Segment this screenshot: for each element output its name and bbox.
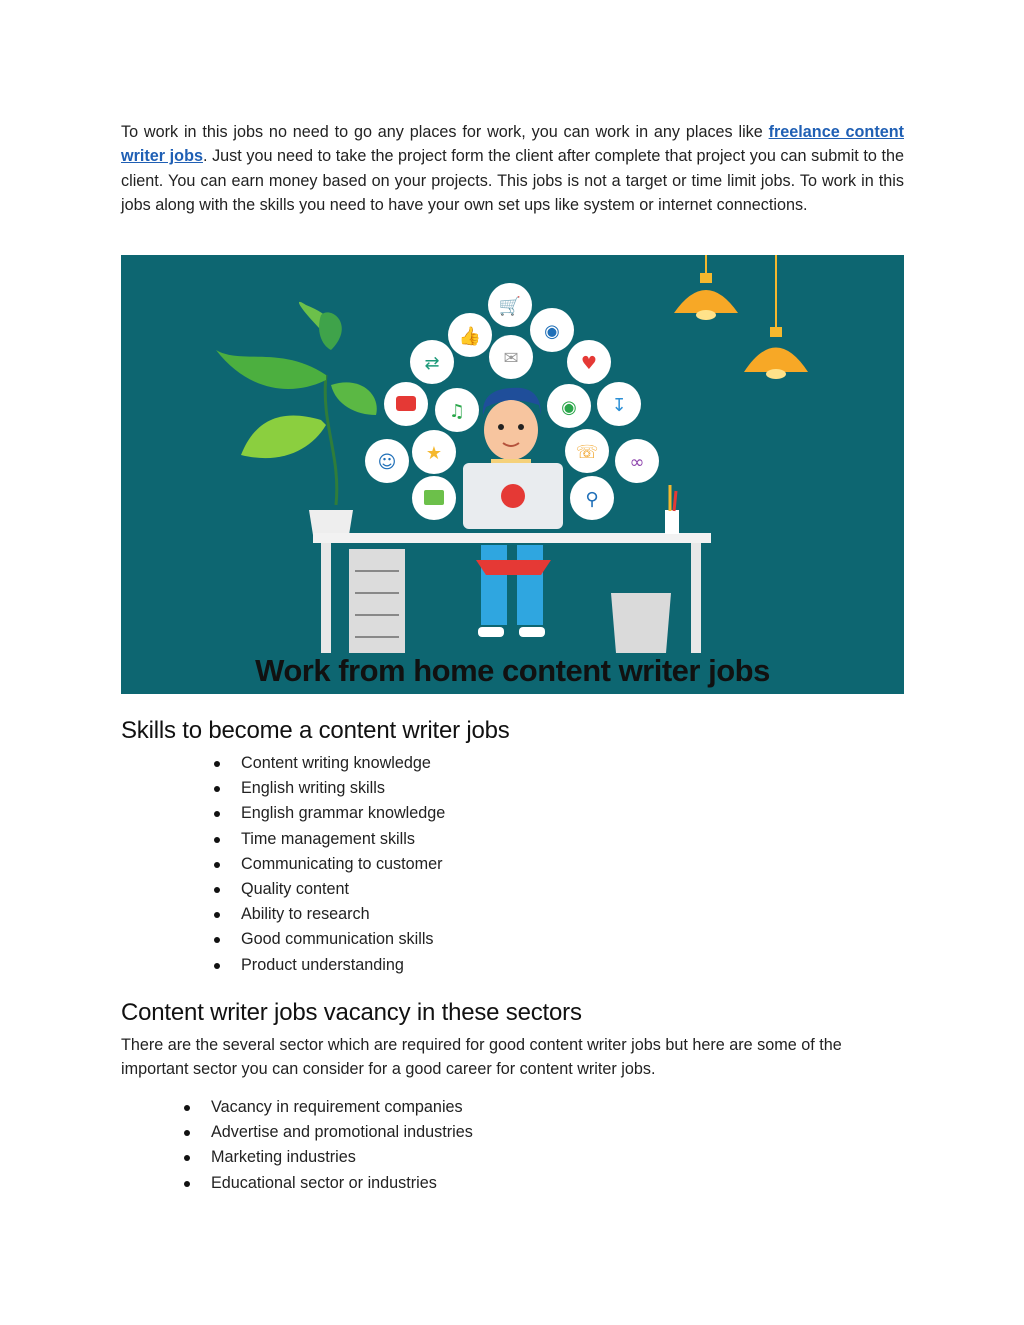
bullet-icon — [214, 811, 220, 817]
svg-text:☏: ☏ — [575, 442, 599, 463]
svg-text:∞: ∞ — [629, 452, 645, 473]
svg-text:☺: ☺ — [377, 452, 397, 473]
svg-text:↧: ↧ — [611, 395, 627, 416]
svg-text:⇄: ⇄ — [424, 353, 440, 374]
svg-text:♫: ♫ — [448, 401, 466, 422]
bullet-icon — [184, 1105, 190, 1111]
pendant-lamp-left — [674, 255, 738, 320]
hero-illustration — [121, 255, 904, 694]
sectors-list — [211, 1095, 473, 1196]
bullet-icon — [184, 1181, 190, 1187]
plant-illustration — [216, 302, 377, 535]
svg-text:⚲: ⚲ — [585, 489, 599, 510]
bullet-icon — [214, 786, 220, 792]
writer-character — [463, 388, 563, 637]
list-item-text: English grammar knowledge — [241, 804, 446, 823]
list-item — [241, 927, 445, 952]
list-item-text: Time management skills — [241, 829, 415, 848]
list-item-text: Communicating to customer — [241, 854, 443, 873]
bullet-icon — [214, 963, 220, 969]
svg-text:👍: 👍 — [458, 326, 482, 347]
list-item — [211, 1095, 473, 1120]
pendant-lamp-right — [744, 255, 808, 379]
sectors-heading: Content writer jobs vacancy in these sectors — [121, 999, 582, 1026]
bullet-icon — [184, 1130, 190, 1136]
list-item — [211, 1145, 473, 1170]
list-item-text: Marketing industries — [211, 1148, 356, 1167]
bullet-icon — [214, 862, 220, 868]
freelance-writer-link[interactable]: freelance content writer jobs — [121, 123, 904, 166]
list-item-text: Advertise and promotional industries — [211, 1123, 473, 1142]
list-item-text: Good communication skills — [241, 930, 434, 949]
list-item-text: Content writing knowledge — [241, 754, 431, 772]
list-item — [241, 877, 445, 902]
list-item — [241, 801, 445, 826]
list-item — [211, 1120, 473, 1145]
svg-text:◉: ◉ — [544, 321, 560, 342]
list-item — [241, 827, 445, 852]
intro-paragraph — [121, 120, 904, 218]
hero-caption: Work from home content writer jobs — [255, 653, 770, 688]
list-item — [241, 953, 445, 978]
list-item-text: Vacancy in requirement companies — [211, 1098, 463, 1116]
bullet-icon — [214, 837, 220, 843]
sectors-paragraph: There are the several sector which are required for good content writer jobs but here are some of the important sector you can consider for a good career for content writer jobs. — [121, 1036, 842, 1079]
svg-text:♥: ♥ — [580, 353, 598, 374]
bullet-icon — [214, 761, 220, 767]
list-item-text: Educational sector or industries — [211, 1173, 437, 1192]
bullet-icon — [214, 912, 220, 918]
list-item-text: English writing skills — [241, 779, 385, 798]
list-item — [211, 1171, 473, 1196]
list-item-text: Ability to research — [241, 905, 370, 924]
intro-text-before: To work in this jobs no need to go any places for work, you can work in any places like — [121, 123, 769, 141]
list-item — [241, 852, 445, 877]
bullet-icon — [184, 1155, 190, 1161]
bullet-icon — [214, 937, 220, 943]
list-item — [241, 902, 445, 927]
list-item — [241, 776, 445, 801]
svg-text:✉: ✉ — [503, 348, 519, 369]
bullet-icon — [214, 887, 220, 893]
svg-text:🛒: 🛒 — [498, 296, 522, 317]
list-item-text: Quality content — [241, 879, 349, 898]
list-item — [241, 751, 445, 776]
svg-text:★: ★ — [425, 443, 443, 464]
list-item-text: Product understanding — [241, 955, 404, 974]
skills-list — [241, 751, 445, 978]
skills-heading: Skills to become a content writer jobs — [121, 717, 510, 744]
svg-text:◉: ◉ — [561, 397, 577, 418]
intro-text-after: . Just you need to take the project form the client after complete that project you can submit to the client. You can earn money based on your projects. This jobs is not a target or time limit jobs. To work in this jobs along with the skills you need to have your own set ups like system or internet connections. — [121, 147, 905, 215]
